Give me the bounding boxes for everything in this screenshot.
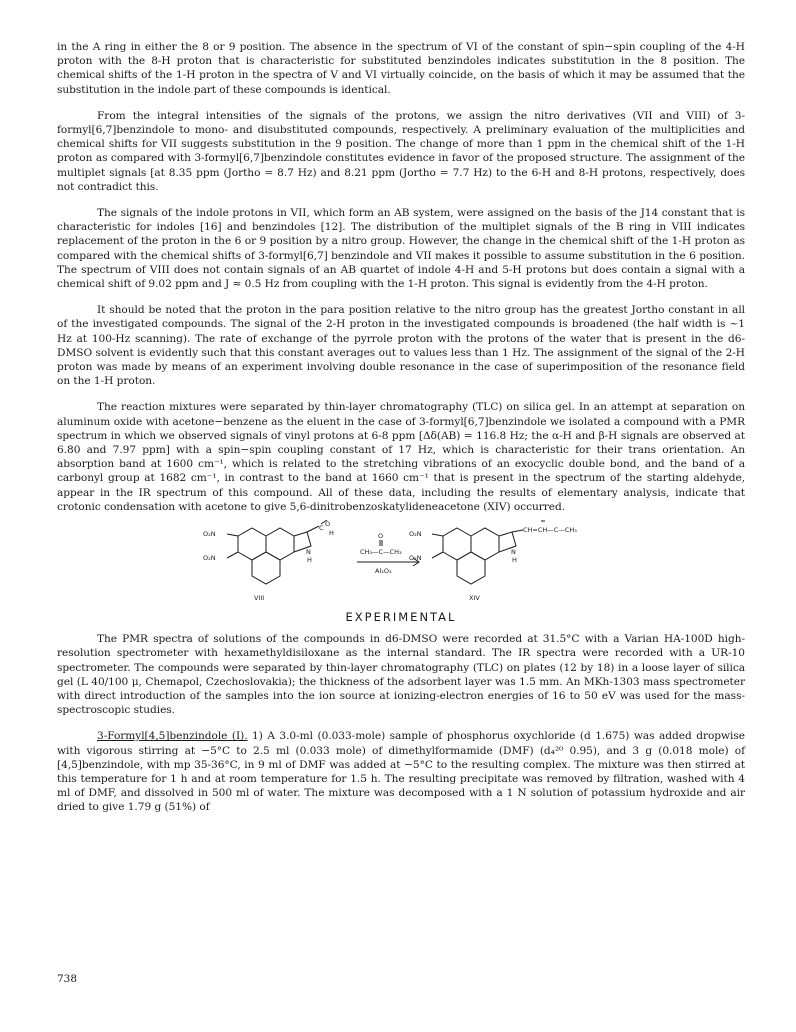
right-ring-a [443, 528, 471, 560]
paragraph-2: From the integral intensities of the signals of the protons, we assign the nitro derivatives (VII and VIII) of 3-formyl[6,7]benzindole to mono- and disubstituted compounds, respectively. A preliminary evaluation of the multiplicities and chemical shifts for VII suggests substitution in the 9 position. The change of more than 1 ppm in the chemical shift of the 1-H proton as compared with 3-formyl[6,7]benzindole constitutes evidence in favor of the proposed structure. The assignment of the multiplet signals [at 8.35 ppm (Jortho = 8.7 Hz) and 8.21 ppm (Jortho = 7.7 Hz) to the 6-H and 8-H protons, respectively, does not contradict this. [57, 109, 745, 193]
left-cho-c: C [319, 524, 324, 533]
left-nh-n: N [306, 548, 311, 557]
left-ring-b [252, 552, 280, 584]
compound-title: 3-Formyl[4,5]benzindole (I). [97, 730, 248, 743]
paragraph-1: in the A ring in either the 8 or 9 position. The absence in the spectrum of VI of the constant of spin−spin coupling of the 4-H proton with the 8-H proton that is characteristic for substituted benzindoles indicates substitution in the 8 position. The chemical shifts of the 1-H proton in the spectra of V and VI virtually coincide, on the basis of which it may be assumed that the substitution in the indole part of these compounds is identical. [57, 41, 745, 96]
left-cho-bond [307, 526, 319, 532]
paragraph-3: The signals of the indole protons in VII, which form an AB system, were assigned on the basis of the J14 constant that is characteristic for indoles [16] and benzindoles [12]. The distribution of the multiplet signals of the B ring in VIII indicates replacement of the proton in the 6 or 9 position by a nitro group. However, the change in the chemical shift of the 1-H proton as compared with the chemical shifts of 3-formyl[6,7] benzindole and VII makes it possible to assume substitution in the 6 position. The spectrum of VIII does not contain signals of an AB quartet of indole 4-H and 5-H protons but does contain a signal with a chemical shift of 9.02 ppm and J ≈ 0.5 Hz from coupling with the 1-H proton. This signal is evidently from the 4-H proton. [57, 207, 745, 291]
left-ring-c [266, 528, 294, 560]
left-ring-a [238, 528, 266, 560]
catalyst-al2o3: Al₂O₃ [375, 567, 392, 576]
right-chain: CH=CH—C—CH₃ [523, 526, 577, 535]
paragraph-6: The PMR spectra of solutions of the compounds in d6-DMSO were recorded at 31.5°C with a Varian HA-100D high-resolution spectrometer with hexamethyldisiloxane as the internal standard. The IR spectra were recorded with a UR-10 spectrometer. The compounds were separated by thin-layer chromatography (TLC) on plates (12 by 18) in a loose layer of silica gel (L 40/100 μ, Chemapol, Czechoslovakia); the thickness of the adsorbent layer was 1.5 mm. An MKh-1303 mass spectrometer with direct introduction of the samples into the ion source at ionizing-electron energies of 16 to 50 eV was used for the mass-spectroscopic studies. [57, 633, 745, 717]
left-no2-top: O₂N [203, 530, 216, 539]
reagent-o: O [378, 532, 384, 541]
left-cho-o: O [325, 520, 331, 529]
right-nh-n: N [511, 548, 516, 557]
right-ring-b [457, 552, 485, 584]
paragraph-7-body: 1) A 3.0-ml (0.033-mole) sample of phosphorus oxychloride (d 1.675) was added dropwise with vigorous stirring at −5°C to 2.5 ml (0.033 mole) of dimethylformamide (DMF) (d₄²⁰ 0.95), and 3 g (0.018 mole) of [4,5]benzindole, with mp 35-36°C, in 9 ml of DMF was added at −5°C to the resulting complex. The mixture was then stirred at this temperature for 1 h and at room temperature for 1.5 h. The resulting precipitate was removed by filtration, washed with 4 ml of DMF, and dissolved in 500 ml of water. The mixture was decomposed with a 1 N solution of potassium hydroxide and air dried to give 1.79 g (51%) of [57, 730, 745, 814]
left-nh-h: H [307, 556, 312, 565]
left-cho-h: H [329, 529, 334, 538]
paragraph-7 [57, 729, 745, 814]
paragraph-4: It should be noted that the proton in the para position relative to the nitro group has the greatest Jortho constant in all of the investigated compounds. The signal of the 2-H proton in the investigated compounds is broadened (the half width is ~1 Hz at 100-Hz scanning). The rate of exchange of the pyrrole proton with the protons of the water that is present in the d6-DMSO solvent is evidently such that this constant averages out to values less than 1 Hz. The assignment of the signal of the 2-H proton was made by means of an experiment involving double resonance in the case of superimposition of the resonance field on the 1-H proton. [57, 304, 745, 388]
paragraph-5: The reaction mixtures were separated by thin-layer chromatography (TLC) on silica gel. In an attempt at separation on aluminum oxide with acetone−benzene as the eluent in the case of 3-formyl[6,7]benzindole we isolated a compound with a PMR spectrum in which we observed signals of vinyl protons at 6-8 ppm [Δδ(AB) = 116.8 Hz; the α-H and β-H signals are observed at 6.80 and 7.97 ppm] with a spin−spin coupling constant of 17 Hz, which is characteristic for their trans orientation. An absorption band at 1600 cm⁻¹, which is related to the stretching vibrations of an exocyclic double bond, and the band of a carbonyl group at 1682 cm⁻¹, in contrast to the band at 1660 cm⁻¹ that is present in the spectrum of the starting aldehyde, appear in the IR spectrum of this compound. All of these data, including the results of elementary analysis, indicate that crotonic condensation with acetone to give 5,6-dinitrobenzoskatylideneacetone (XIV) occurred. [57, 401, 745, 513]
reaction-scheme-drawing [57, 520, 745, 604]
right-no2-top: O₂N [409, 530, 422, 539]
reagent-acetone: CH₃—C—CH₃ [360, 548, 402, 557]
reaction-scheme [57, 520, 745, 604]
left-no2-bottom: O₂N [203, 554, 216, 563]
section-heading-experimental: EXPERIMENTAL [345, 610, 457, 625]
label-viii: VIII [254, 594, 265, 603]
page-number: 738 [57, 973, 78, 985]
label-xiv: XIV [469, 594, 480, 603]
right-ring-c [471, 528, 499, 560]
right-no2-bottom: O₂N [409, 554, 422, 563]
text-column [57, 40, 745, 815]
right-nh-h: H [512, 556, 517, 565]
